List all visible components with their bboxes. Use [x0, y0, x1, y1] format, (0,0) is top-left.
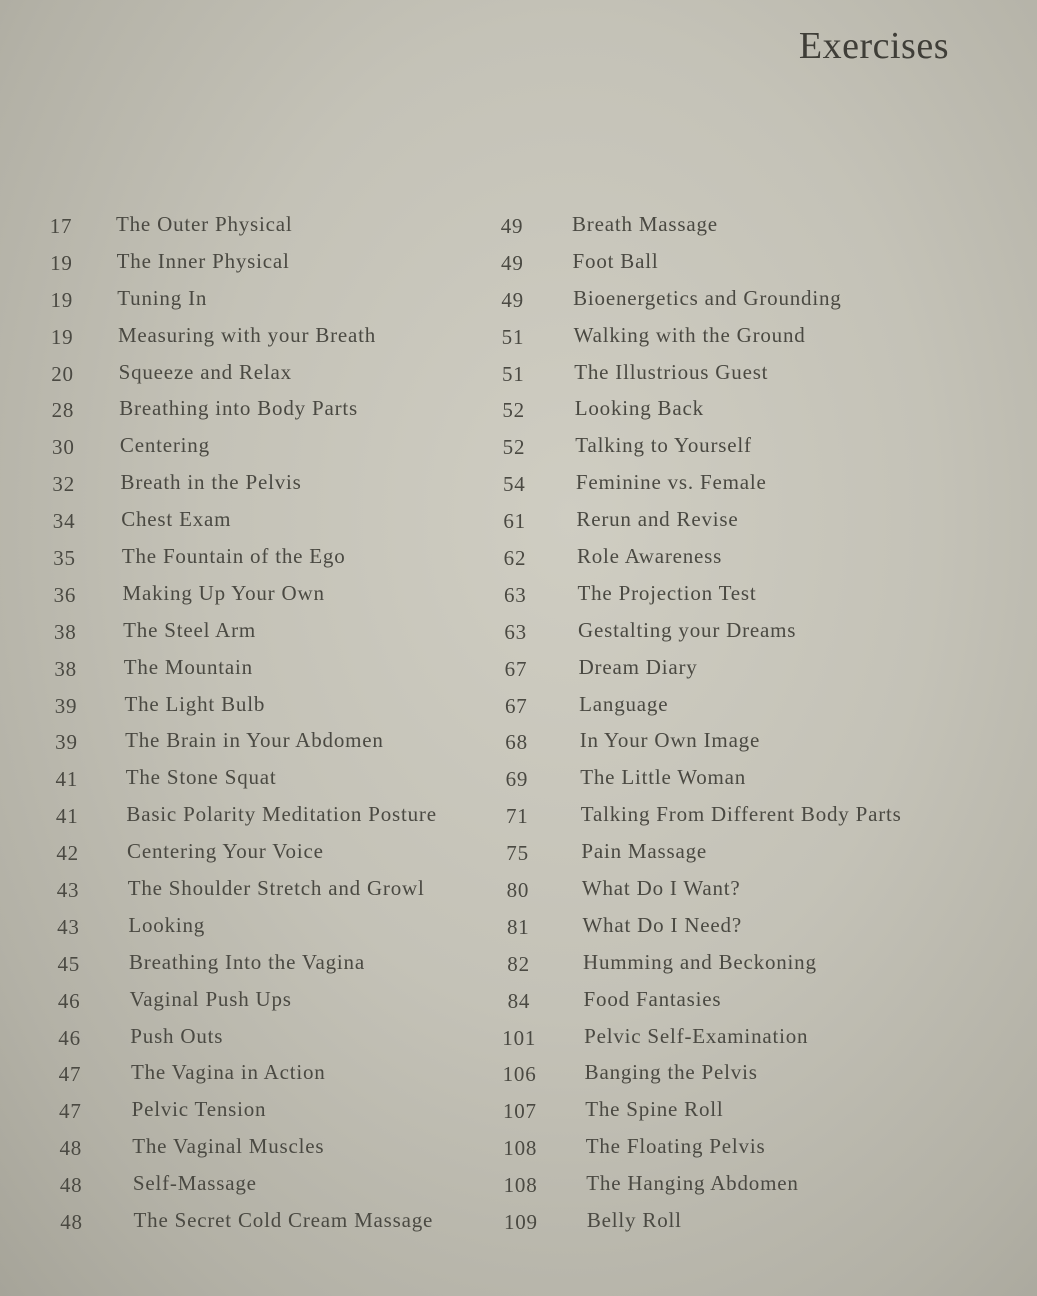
exercise-title: Chest Exam — [121, 507, 232, 532]
exercise-title: Looking — [128, 912, 206, 937]
exercise-title: Language — [579, 691, 669, 716]
page-number: 34 — [52, 509, 76, 534]
page-number: 109 — [503, 1210, 538, 1235]
page-number: 46 — [57, 988, 81, 1013]
page-number: 19 — [50, 324, 74, 349]
page-number: 20 — [51, 361, 74, 386]
page-number: 41 — [55, 804, 79, 829]
page-number: 81 — [506, 914, 530, 939]
page-number: 38 — [54, 656, 77, 681]
exercise-title: The Secret Cold Cream Massage — [133, 1208, 434, 1233]
exercise-title: Pelvic Tension — [131, 1097, 267, 1122]
exercise-list-item — [490, 503, 990, 540]
exercise-list-item — [38, 651, 488, 688]
exercise-title: Food Fantasies — [583, 986, 722, 1011]
page-number: 101 — [502, 1025, 537, 1050]
exercise-title: The Floating Pelvis — [585, 1134, 766, 1159]
page-number: 49 — [500, 214, 524, 238]
exercise-list-item — [490, 1167, 990, 1204]
exercise-title: Banging the Pelvis — [584, 1060, 758, 1085]
exercise-title: Belly Roll — [586, 1208, 682, 1233]
exercise-title: Dream Diary — [578, 654, 698, 679]
exercise-list-item — [490, 208, 990, 245]
exercise-list-item — [38, 724, 488, 761]
exercise-list-item — [38, 356, 488, 393]
exercise-list-item — [38, 1056, 488, 1093]
page-number: 41 — [55, 767, 79, 792]
exercise-list-item — [490, 245, 990, 282]
page-number: 63 — [504, 619, 527, 644]
page-number: 63 — [503, 582, 527, 607]
exercise-title: Vaginal Push Ups — [129, 986, 292, 1011]
exercise-title: Pelvic Self-Examination — [584, 1023, 809, 1048]
exercise-list-item — [490, 872, 990, 909]
page-title: Exercises — [798, 25, 949, 67]
exercise-list-item — [490, 356, 990, 393]
exercise-title: Role Awareness — [576, 544, 723, 569]
exercise-list-item — [38, 1167, 488, 1204]
exercise-title: The Vagina in Action — [130, 1060, 326, 1085]
page-number: 82 — [507, 951, 530, 976]
exercise-title: Breath in the Pelvis — [120, 470, 302, 495]
page-number: 75 — [506, 841, 529, 866]
exercise-title: Foot Ball — [572, 248, 659, 273]
exercise-title: What Do I Need? — [582, 912, 742, 937]
exercise-title: Making Up Your Own — [122, 580, 325, 605]
exercise-title: The Projection Test — [577, 580, 757, 605]
exercise-title: The Vaginal Muscles — [132, 1134, 325, 1159]
exercise-list-item — [490, 1204, 990, 1241]
exercise-title: What Do I Want? — [581, 876, 741, 901]
exercise-title: Gestalting your Dreams — [578, 617, 797, 642]
exercise-list-item — [38, 319, 488, 356]
exercise-list-item — [490, 983, 990, 1020]
exercise-list-item — [38, 983, 488, 1020]
page-number: 62 — [503, 546, 527, 571]
exercise-title: Measuring with your Breath — [117, 322, 377, 347]
page-number: 52 — [502, 398, 525, 423]
page-number: 108 — [503, 1136, 538, 1161]
page-number: 19 — [50, 250, 73, 275]
exercise-list-item — [490, 540, 990, 577]
page-number: 42 — [56, 841, 79, 866]
page-number: 106 — [502, 1062, 537, 1087]
exercise-list-item — [38, 245, 488, 282]
page-number: 48 — [60, 1210, 83, 1235]
exercise-title: Breathing into Body Parts — [119, 396, 358, 421]
exercise-title: The Light Bulb — [124, 691, 266, 716]
exercise-title: Centering — [119, 433, 210, 458]
exercise-title: Rerun and Revise — [576, 507, 739, 532]
page-number: 80 — [506, 878, 530, 903]
page-number: 28 — [51, 398, 75, 423]
page-number: 47 — [59, 1099, 82, 1124]
exercise-list-item — [490, 1130, 990, 1167]
exercise-title: The Shoulder Stretch and Growl — [127, 876, 425, 901]
page-number: 51 — [502, 361, 525, 386]
page-number: 46 — [58, 1025, 81, 1050]
exercise-list-item — [38, 946, 488, 983]
page-number: 19 — [50, 287, 74, 312]
exercise-list-item — [490, 466, 990, 503]
exercise-title: The Spine Roll — [585, 1097, 724, 1122]
exercise-list-item — [490, 614, 990, 651]
page-number: 71 — [505, 804, 529, 829]
exercise-list-item — [490, 1056, 990, 1093]
page-number: 35 — [53, 546, 76, 571]
page-number: 43 — [57, 914, 80, 939]
exercise-title: Humming and Beckoning — [583, 949, 817, 974]
page-number: 49 — [501, 287, 524, 312]
exercise-title: Talking to Yourself — [575, 433, 752, 458]
exercise-title: Pain Massage — [581, 839, 708, 864]
exercise-title: The Mountain — [123, 654, 253, 679]
exercise-list-item — [490, 392, 990, 429]
page-number: 45 — [57, 951, 81, 976]
exercise-title: The Inner Physical — [116, 248, 290, 273]
page-number: 107 — [502, 1099, 537, 1124]
page-number: 47 — [58, 1062, 82, 1087]
page-number: 108 — [503, 1173, 538, 1198]
exercise-title: The Steel Arm — [123, 617, 257, 642]
exercise-title: Push Outs — [130, 1023, 224, 1048]
exercise-list-item — [490, 761, 990, 798]
exercise-title: Squeeze and Relax — [118, 359, 292, 384]
exercise-list-item — [490, 909, 990, 946]
page-number: 49 — [501, 250, 524, 275]
exercise-title: The Hanging Abdomen — [586, 1171, 799, 1196]
page-number: 68 — [505, 730, 528, 755]
page-number: 67 — [504, 656, 528, 681]
exercise-title: Bioenergetics and Grounding — [573, 285, 842, 310]
page-number: 52 — [502, 435, 526, 460]
exercise-list-item — [490, 577, 990, 614]
left-exercise-list — [38, 208, 488, 1241]
exercise-list-item — [38, 688, 488, 725]
page-number: 32 — [52, 472, 76, 497]
exercise-title: The Little Woman — [580, 765, 747, 790]
page-number: 39 — [55, 730, 78, 755]
page-number: 43 — [56, 878, 80, 903]
exercise-list-item — [490, 282, 990, 319]
exercise-title: The Stone Squat — [125, 765, 277, 790]
exercise-title: Looking Back — [574, 396, 704, 421]
exercise-title: Feminine vs. Female — [575, 470, 767, 495]
exercise-list-item — [490, 1093, 990, 1130]
exercise-list-item — [38, 1020, 488, 1057]
page-number: 30 — [52, 435, 75, 460]
exercise-list-item — [38, 282, 488, 319]
exercise-list-item — [490, 946, 990, 983]
exercise-list-item — [490, 429, 990, 466]
exercise-list-item — [490, 724, 990, 761]
page-number: 38 — [53, 619, 77, 644]
page-number: 61 — [503, 509, 526, 534]
exercise-list-item — [38, 872, 488, 909]
page-number: 48 — [59, 1136, 83, 1161]
page-number: 39 — [54, 693, 78, 718]
exercise-title: The Illustrious Guest — [574, 359, 769, 384]
exercise-list-item — [38, 1130, 488, 1167]
right-exercise-list — [490, 208, 990, 1241]
exercise-title: Breath Massage — [572, 212, 718, 236]
exercise-list-item — [490, 798, 990, 835]
exercise-title: Walking with the Ground — [573, 322, 806, 347]
exercise-list-item — [38, 798, 488, 835]
exercise-list-item — [38, 577, 488, 614]
exercise-list-item — [38, 614, 488, 651]
exercise-title: The Brain in Your Abdomen — [125, 728, 384, 753]
exercise-title: Tuning In — [117, 285, 208, 310]
exercise-list-item — [490, 835, 990, 872]
exercise-title: The Fountain of the Ego — [121, 544, 346, 569]
page-number: 67 — [504, 693, 528, 718]
exercise-title: Self-Massage — [132, 1171, 257, 1196]
exercise-list-item — [38, 835, 488, 872]
exercise-list-item — [38, 208, 488, 245]
exercise-list-item — [490, 1020, 990, 1057]
exercise-title: In Your Own Image — [579, 728, 761, 753]
exercise-list-item — [490, 319, 990, 356]
page-number: 51 — [501, 324, 525, 349]
exercise-list-item — [38, 540, 488, 577]
exercise-title: Centering Your Voice — [127, 839, 324, 864]
page-number: 36 — [53, 582, 77, 607]
exercise-list-item — [490, 651, 990, 688]
exercise-list-item — [38, 909, 488, 946]
exercise-list-item — [38, 392, 488, 429]
exercise-title: Talking From Different Body Parts — [580, 802, 902, 827]
page-number: 48 — [59, 1173, 83, 1198]
exercise-list-item — [38, 1204, 488, 1241]
page-number: 69 — [505, 767, 529, 792]
exercise-list-item — [38, 429, 488, 466]
page-number: 17 — [49, 214, 73, 238]
exercise-list-item — [490, 688, 990, 725]
exercise-list-item — [38, 503, 488, 540]
exercise-list-item — [38, 466, 488, 503]
page-number: 54 — [502, 472, 526, 497]
exercise-list-item — [38, 1093, 488, 1130]
exercise-list-item — [38, 761, 488, 798]
exercise-title: Basic Polarity Meditation Posture — [126, 802, 437, 827]
exercise-title: Breathing Into the Vagina — [129, 949, 365, 974]
page-number: 84 — [507, 988, 531, 1013]
exercise-title: The Outer Physical — [116, 212, 293, 236]
